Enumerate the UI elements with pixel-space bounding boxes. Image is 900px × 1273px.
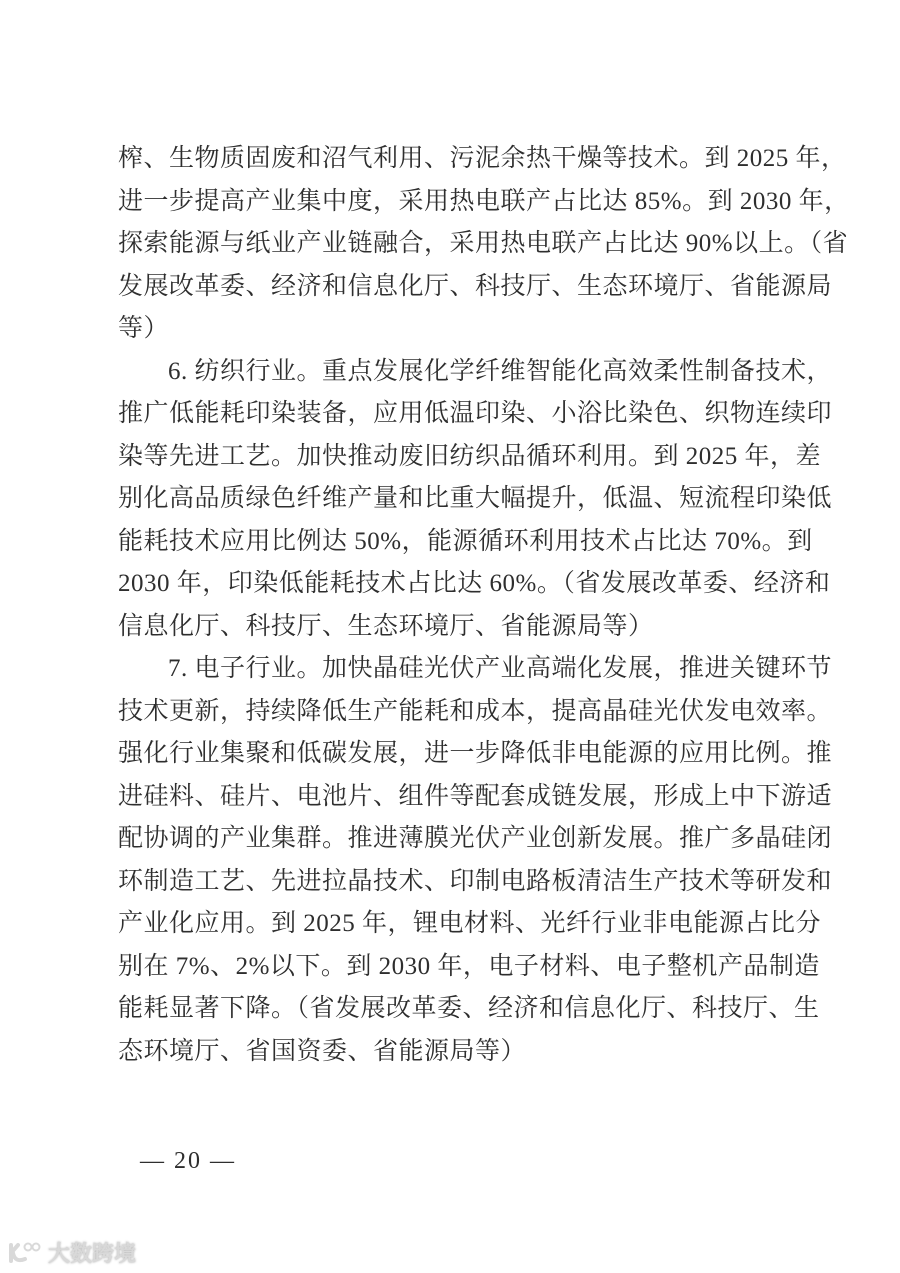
- text-line: 等）: [118, 315, 170, 342]
- text-line: 产业化应用。到 2025 年，锂电材料、光纤行业非电能源占比分: [118, 910, 822, 937]
- text-line: 榨、生物质固废和沼气利用、污泥余热干燥等技术。到 2025 年，: [118, 145, 847, 172]
- text-line: 技术更新，持续降低生产能耗和成本，提高晶硅光伏发电效率。: [118, 697, 833, 725]
- text-line: 态环境厅、省国资委、省能源局等）: [118, 1037, 527, 1065]
- page-number: — 20 —: [140, 1148, 236, 1174]
- kdo-logo-icon: [8, 1241, 42, 1265]
- text-line: 发展改革委、经济和信息化厅、科技厅、生态环境厅、省能源局: [118, 272, 833, 300]
- watermark: [8, 1237, 136, 1268]
- text-line: 别化高品质绿色纤维产量和比重大幅提升，低温、短流程印染低: [118, 485, 833, 512]
- text-line: 染等先进工艺。加快推动废旧纺织品循环利用。到 2025 年，差: [118, 442, 822, 470]
- text-line: 别在 7%、2%以下。到 2030 年，电子材料、电子整机产品制造: [118, 952, 820, 980]
- body-text: [118, 138, 850, 1073]
- text-line: 进硅料、硅片、电池片、组件等配套成链发展，形成上中下游适: [118, 782, 833, 810]
- text-line: 2030 年，印染低能耗技术占比达 60%。（省发展改革委、经济和: [118, 570, 831, 597]
- text-line: 环制造工艺、先进拉晶技术、印制电路板清洁生产技术等研发和: [118, 867, 833, 895]
- text-line: 进一步提高产业集中度，采用热电联产占比达 85%。到 2030 年，: [118, 187, 850, 215]
- text-line: 探索能源与纸业产业链融合，采用热电联产占比达 90%以上。（省: [118, 230, 849, 257]
- text-line: 信息化厅、科技厅、生态环境厅、省能源局等）: [118, 612, 654, 640]
- text-line: 强化行业集聚和低碳发展，进一步降低非电能源的应用比例。推: [118, 740, 833, 767]
- text-line: 6. 纺织行业。重点发展化学纤维智能化高效柔性制备技术，: [168, 357, 833, 385]
- watermark-text: 大数跨境: [48, 1242, 137, 1267]
- text-line: 推广低能耗印染装备，应用低温印染、小浴比染色、织物连续印: [118, 400, 833, 427]
- text-line: 7. 电子行业。加快晶硅光伏产业高端化发展，推进关键环节: [168, 655, 833, 682]
- text-line: 能耗显著下降。（省发展改革委、经济和信息化厅、科技厅、生: [118, 995, 820, 1022]
- text-line: 配协调的产业集群。推进薄膜光伏产业创新发展。推广多晶硅闭: [118, 825, 833, 852]
- text-line: 能耗技术应用比例达 50%，能源循环利用技术占比达 70%。到: [118, 527, 813, 555]
